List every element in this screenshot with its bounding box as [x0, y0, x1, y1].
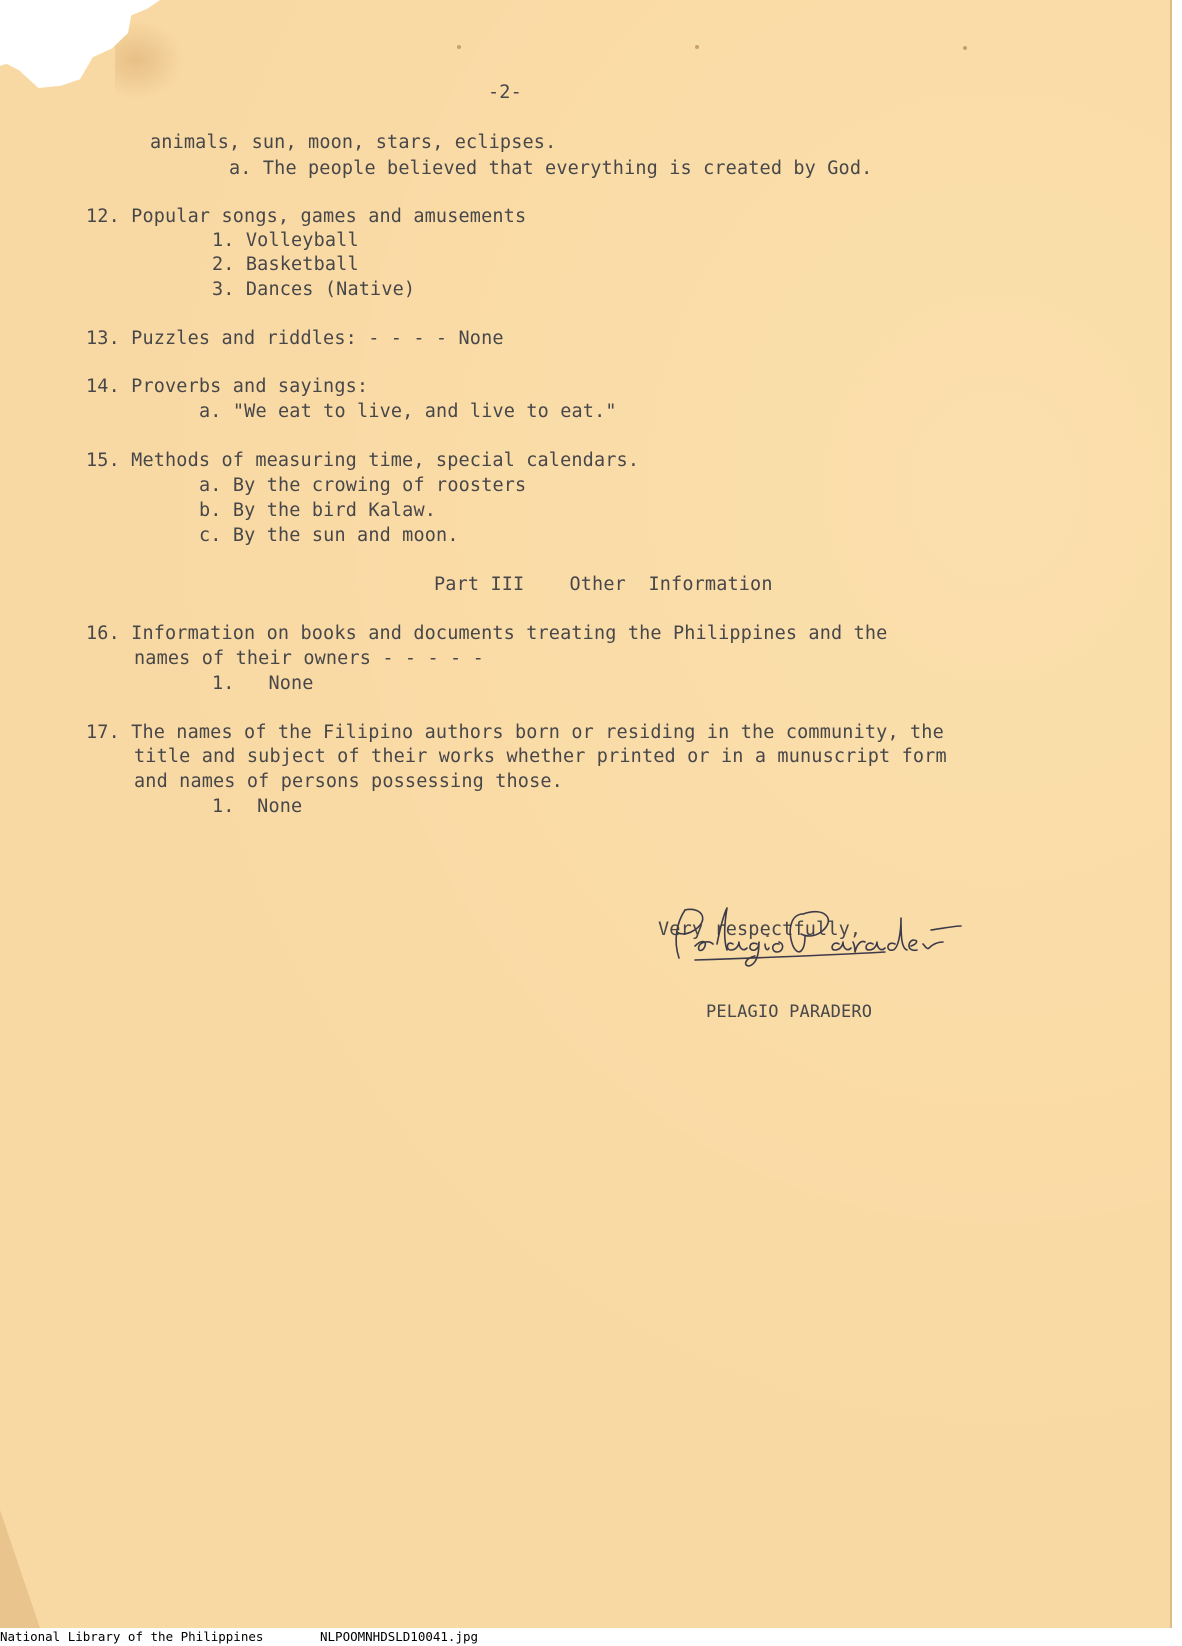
page-number: -2-: [488, 82, 522, 103]
list-item: 1. None: [212, 673, 314, 694]
footer-bar: [0, 1628, 1182, 1646]
item-17-heading: 17. The names of the Filipino authors born or residing in the community, the: [86, 722, 944, 743]
section-heading: Part III Other Information: [434, 574, 773, 595]
item-15-heading: 15. Methods of measuring time, special calendars.: [86, 450, 640, 471]
item-13-heading: 13. Puzzles and riddles: - - - - None: [86, 328, 504, 349]
item-16-heading: 16. Information on books and documents treating the Philippines and the: [86, 623, 888, 644]
punch-mark: [963, 46, 967, 50]
handwritten-signature: [655, 900, 965, 972]
folded-corner: [0, 1510, 40, 1628]
punch-mark: [457, 45, 461, 49]
text-line: names of their owners - - - - -: [134, 648, 484, 669]
list-item: 3. Dances (Native): [212, 279, 416, 300]
file-id-caption: NLPOOMNHDSLD10041.jpg: [320, 1629, 479, 1644]
list-item: 1. Volleyball: [212, 230, 359, 251]
list-item: a. By the crowing of roosters: [199, 475, 527, 496]
library-caption: National Library of the Philippines: [0, 1629, 264, 1644]
list-item: 1. None: [212, 796, 303, 817]
closing-phrase: Very respectfully,: [658, 919, 862, 940]
list-item: a. "We eat to live, and live to eat.": [199, 401, 617, 422]
list-item: b. By the bird Kalaw.: [199, 500, 437, 521]
text-line: a. The people believed that everything is created by God.: [229, 158, 873, 179]
list-item: 2. Basketball: [212, 254, 359, 275]
signer-name: PELAGIO PARADERO: [706, 1002, 873, 1022]
list-item: c. By the sun and moon.: [199, 525, 459, 546]
text-line: animals, sun, moon, stars, eclipses.: [150, 132, 557, 153]
punch-mark: [695, 45, 699, 49]
text-line: and names of persons possessing those.: [134, 771, 563, 792]
item-12-heading: 12. Popular songs, games and amusements: [86, 206, 527, 227]
text-line: title and subject of their works whether printed or in a munuscript form: [134, 746, 947, 767]
item-14-heading: 14. Proverbs and sayings:: [86, 376, 369, 397]
